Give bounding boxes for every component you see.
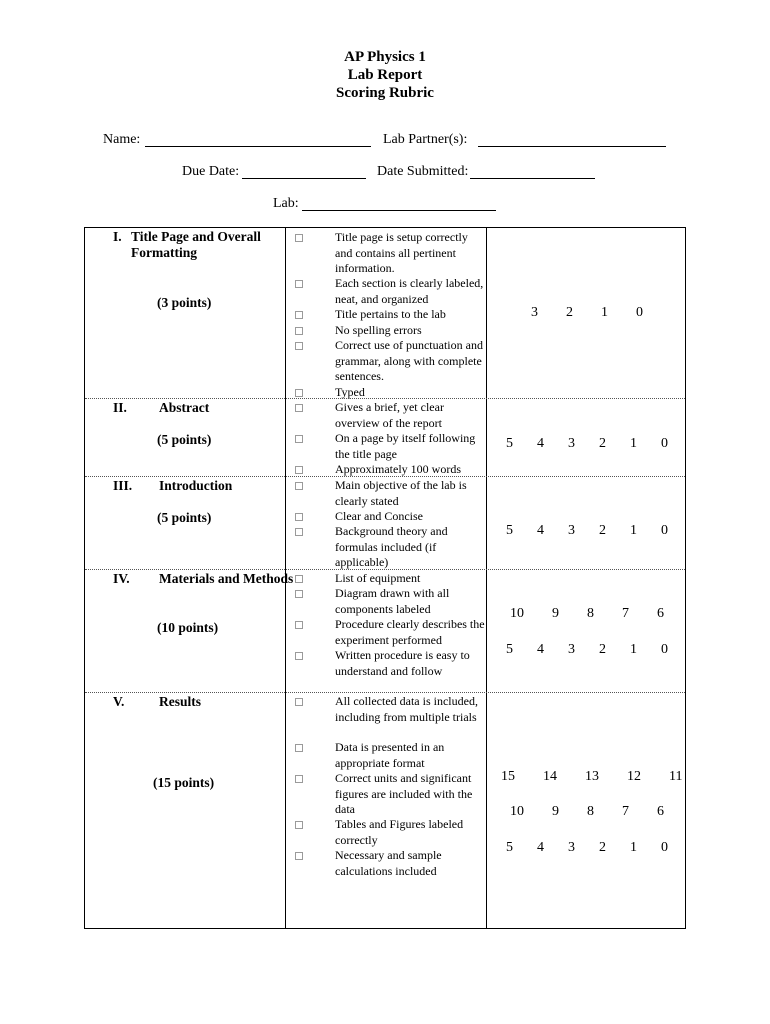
criterion-text: All collected data is included, including from multiple trials: [335, 694, 478, 724]
due-date-field[interactable]: [242, 178, 366, 179]
checkbox-icon: [295, 482, 303, 490]
section-points: (10 points): [157, 620, 219, 635]
score-value: 3: [568, 642, 575, 657]
score-value: 1: [630, 642, 637, 657]
score-value: 0: [661, 436, 668, 451]
criterion-text: Each section is clearly labeled, neat, and organized: [335, 276, 484, 306]
score-value: 1: [630, 436, 637, 451]
criterion-text: Written procedure is easy to understand and follow: [335, 648, 470, 678]
score-value: 1: [630, 840, 637, 855]
checkbox-icon: [295, 342, 303, 350]
document-title-line-1: AP Physics 1: [344, 49, 426, 65]
lab-label: Lab:: [273, 196, 299, 211]
checkbox-icon: [295, 775, 303, 783]
checkbox-icon: [295, 466, 303, 474]
section-number: I.: [113, 229, 122, 244]
score-row: [487, 436, 687, 452]
checkbox-icon: [295, 280, 303, 288]
score-value: 3: [568, 840, 575, 855]
criterion-text: No spelling errors: [335, 323, 422, 337]
checkbox-icon: [295, 744, 303, 752]
section-number: V.: [113, 694, 125, 709]
checkbox-icon: [295, 575, 303, 583]
criterion-text: On a page by itself following the title page: [335, 431, 476, 461]
section-points: (3 points): [157, 295, 212, 310]
criterion-text: Clear and Concise: [335, 509, 423, 523]
score-value: 3: [531, 305, 538, 320]
criterion-text: Procedure clearly describes the experiment performed: [335, 617, 485, 647]
checkbox-icon: [295, 621, 303, 629]
score-value: 1: [630, 523, 637, 538]
score-value: 5: [506, 436, 513, 451]
score-row: [487, 804, 687, 820]
criterion-text: List of equipment: [335, 571, 421, 585]
checkbox-icon: [295, 590, 303, 598]
score-value: 10: [510, 606, 524, 621]
score-value: 6: [657, 606, 664, 621]
due-date-label: Due Date:: [182, 164, 240, 179]
score-value: 0: [661, 642, 668, 657]
criterion-text: Correct units and significant figures are included with the data: [335, 771, 473, 816]
section-title: Abstract: [159, 400, 210, 415]
score-value: 5: [506, 523, 513, 538]
lab-partner-field[interactable]: [478, 146, 666, 147]
score-value: 14: [543, 769, 557, 784]
checkbox-icon: [295, 852, 303, 860]
lab-partner-label: Lab Partner(s):: [383, 132, 468, 147]
criterion-text: Diagram drawn with all components labeled: [335, 586, 450, 616]
name-label: Name:: [103, 132, 141, 147]
section-points: (5 points): [157, 432, 212, 447]
score-value: 7: [622, 804, 629, 819]
checkbox-icon: [295, 528, 303, 536]
document-title-line-2: Lab Report: [347, 67, 423, 83]
score-value: 5: [506, 642, 513, 657]
score-value: 4: [537, 840, 544, 855]
section-title: Title Page and Overall Formatting: [131, 229, 261, 260]
date-submitted-field[interactable]: [470, 178, 595, 179]
checkbox-icon: [295, 652, 303, 660]
score-row: [487, 523, 687, 539]
criterion-text: Necessary and sample calculations included: [335, 848, 442, 878]
section-points: (15 points): [153, 775, 215, 790]
row-divider: [85, 692, 685, 693]
name-field[interactable]: [145, 146, 371, 147]
score-value: 2: [599, 436, 606, 451]
row-divider: [85, 476, 685, 477]
criterion-text: Tables and Figures labeled correctly: [335, 817, 464, 847]
section-points: (5 points): [157, 510, 212, 525]
score-row: [487, 840, 687, 856]
section-title: Materials and Methods: [159, 571, 294, 586]
score-value: 2: [566, 305, 573, 320]
checkbox-icon: [295, 513, 303, 521]
score-value: 13: [585, 769, 599, 784]
column-divider: [486, 228, 487, 928]
criterion-text: Approximately 100 words: [335, 462, 461, 476]
score-value: 4: [537, 523, 544, 538]
score-value: 1: [601, 305, 608, 320]
score-value: 0: [661, 840, 668, 855]
score-value: 4: [537, 642, 544, 657]
score-value: 6: [657, 804, 664, 819]
score-value: 2: [599, 642, 606, 657]
rubric-table: [84, 227, 686, 929]
score-value: 11: [669, 769, 683, 784]
score-value: 9: [552, 804, 559, 819]
criterion-text: Gives a brief, yet clear overview of the report: [335, 400, 444, 430]
checkbox-icon: [295, 698, 303, 706]
score-row: [487, 305, 687, 321]
date-submitted-label: Date Submitted:: [377, 164, 469, 179]
section-title: Results: [159, 694, 202, 709]
score-value: 2: [599, 840, 606, 855]
score-value: 7: [622, 606, 629, 621]
section-number: III.: [113, 478, 133, 493]
criterion-text: Typed: [335, 385, 365, 399]
criterion-text: Background theory and formulas included (if applicable): [335, 524, 448, 569]
criterion-text: Data is presented in an appropriate format: [335, 740, 445, 770]
document-title-line-3: Scoring Rubric: [336, 85, 434, 101]
criterion-text: Title page is setup correctly and contains all pertinent information.: [335, 230, 468, 275]
score-value: 10: [510, 804, 524, 819]
row-divider: [85, 398, 685, 399]
lab-field[interactable]: [302, 210, 496, 211]
score-value: 8: [587, 804, 594, 819]
section-number: II.: [113, 400, 127, 415]
score-value: 0: [636, 305, 643, 320]
score-value: 12: [627, 769, 641, 784]
score-value: 15: [501, 769, 515, 784]
score-value: 4: [537, 436, 544, 451]
score-value: 8: [587, 606, 594, 621]
checkbox-icon: [295, 327, 303, 335]
score-value: 3: [568, 523, 575, 538]
checkbox-icon: [295, 389, 303, 397]
section-number: IV.: [113, 571, 130, 586]
score-value: 5: [506, 840, 513, 855]
section-title: Introduction: [159, 478, 233, 493]
row-divider: [85, 569, 685, 570]
score-value: 9: [552, 606, 559, 621]
checkbox-icon: [295, 311, 303, 319]
criterion-text: Title pertains to the lab: [335, 307, 446, 321]
criterion-text: Main objective of the lab is clearly stated: [335, 478, 467, 508]
checkbox-icon: [295, 234, 303, 242]
checkbox-icon: [295, 435, 303, 443]
checkbox-icon: [295, 404, 303, 412]
score-row: [487, 769, 687, 785]
checkbox-icon: [295, 821, 303, 829]
score-value: 0: [661, 523, 668, 538]
criterion-text: Correct use of punctuation and grammar, along with complete sentences.: [335, 338, 483, 383]
score-row: [487, 642, 687, 658]
score-value: 3: [568, 436, 575, 451]
score-value: 2: [599, 523, 606, 538]
score-row: [487, 606, 687, 622]
